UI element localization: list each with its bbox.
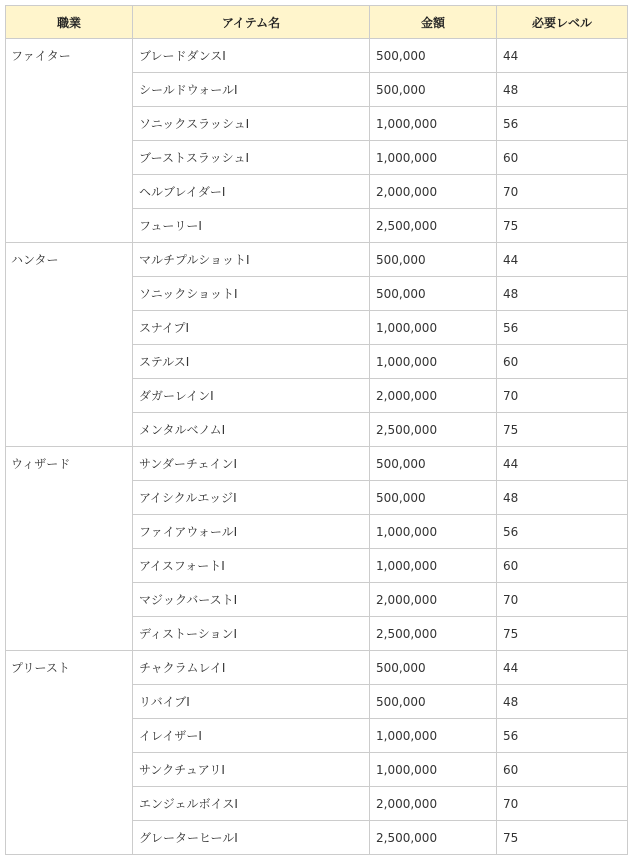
item-name-cell: メンタルベノムⅠ [133,413,370,447]
header-job: 職業 [6,6,133,39]
price-cell: 500,000 [370,481,497,515]
price-cell: 2,000,000 [370,379,497,413]
table-header [6,6,628,39]
level-cell: 70 [497,175,628,209]
item-name-cell: スナイプⅠ [133,311,370,345]
level-cell: 75 [497,209,628,243]
item-name-cell: リバイブⅠ [133,685,370,719]
job-cell: ファイター [6,39,133,243]
item-name-cell: フューリーⅠ [133,209,370,243]
level-cell: 70 [497,787,628,821]
level-cell: 60 [497,549,628,583]
item-name-cell: ブーストスラッシュⅠ [133,141,370,175]
table-row [6,651,628,685]
item-name-cell: マジックバーストⅠ [133,583,370,617]
item-name-cell: ファイアウォールⅠ [133,515,370,549]
level-cell: 56 [497,107,628,141]
price-cell: 2,500,000 [370,413,497,447]
level-cell: 48 [497,685,628,719]
table-row [6,243,628,277]
level-cell: 48 [497,481,628,515]
item-name-cell: ディストーションⅠ [133,617,370,651]
price-cell: 500,000 [370,39,497,73]
level-cell: 44 [497,447,628,481]
item-name-cell: アイスフォートⅠ [133,549,370,583]
header-required-level: 必要レベル [497,6,628,39]
price-cell: 1,000,000 [370,345,497,379]
price-cell: 1,000,000 [370,107,497,141]
price-cell: 2,000,000 [370,583,497,617]
table-row [6,39,628,73]
item-name-cell: ソニックショットⅠ [133,277,370,311]
table-body [6,39,628,855]
price-cell: 2,500,000 [370,209,497,243]
level-cell: 75 [497,821,628,855]
item-name-cell: エンジェルボイスⅠ [133,787,370,821]
item-name-cell: イレイザーⅠ [133,719,370,753]
item-name-cell: マルチプルショットⅠ [133,243,370,277]
header-price: 金額 [370,6,497,39]
level-cell: 44 [497,243,628,277]
item-name-cell: ヘルブレイダーⅠ [133,175,370,209]
item-name-cell: サンダーチェインⅠ [133,447,370,481]
level-cell: 70 [497,583,628,617]
level-cell: 48 [497,73,628,107]
price-cell: 500,000 [370,651,497,685]
table-row [6,447,628,481]
price-cell: 1,000,000 [370,549,497,583]
level-cell: 60 [497,753,628,787]
price-cell: 2,500,000 [370,617,497,651]
level-cell: 56 [497,719,628,753]
header-row [6,6,628,39]
price-cell: 1,000,000 [370,753,497,787]
item-name-cell: シールドウォールⅠ [133,73,370,107]
price-cell: 500,000 [370,685,497,719]
price-cell: 2,000,000 [370,787,497,821]
level-cell: 56 [497,515,628,549]
level-cell: 60 [497,141,628,175]
price-cell: 1,000,000 [370,311,497,345]
price-cell: 500,000 [370,447,497,481]
level-cell: 56 [497,311,628,345]
level-cell: 75 [497,617,628,651]
price-cell: 500,000 [370,243,497,277]
price-cell: 500,000 [370,73,497,107]
price-cell: 1,000,000 [370,719,497,753]
price-cell: 2,500,000 [370,821,497,855]
item-name-cell: グレーターヒールⅠ [133,821,370,855]
job-cell: ハンター [6,243,133,447]
skill-price-table [5,5,628,855]
item-name-cell: ブレードダンスⅠ [133,39,370,73]
header-item-name: アイテム名 [133,6,370,39]
item-name-cell: ソニックスラッシュⅠ [133,107,370,141]
level-cell: 48 [497,277,628,311]
job-cell: ウィザード [6,447,133,651]
price-cell: 1,000,000 [370,141,497,175]
item-name-cell: ダガーレインⅠ [133,379,370,413]
item-name-cell: サンクチュアリⅠ [133,753,370,787]
item-name-cell: アイシクルエッジⅠ [133,481,370,515]
item-name-cell: ステルスⅠ [133,345,370,379]
level-cell: 44 [497,39,628,73]
level-cell: 60 [497,345,628,379]
price-cell: 2,000,000 [370,175,497,209]
price-cell: 500,000 [370,277,497,311]
item-name-cell: チャクラムレイⅠ [133,651,370,685]
job-cell: プリースト [6,651,133,855]
price-cell: 1,000,000 [370,515,497,549]
level-cell: 75 [497,413,628,447]
level-cell: 70 [497,379,628,413]
level-cell: 44 [497,651,628,685]
